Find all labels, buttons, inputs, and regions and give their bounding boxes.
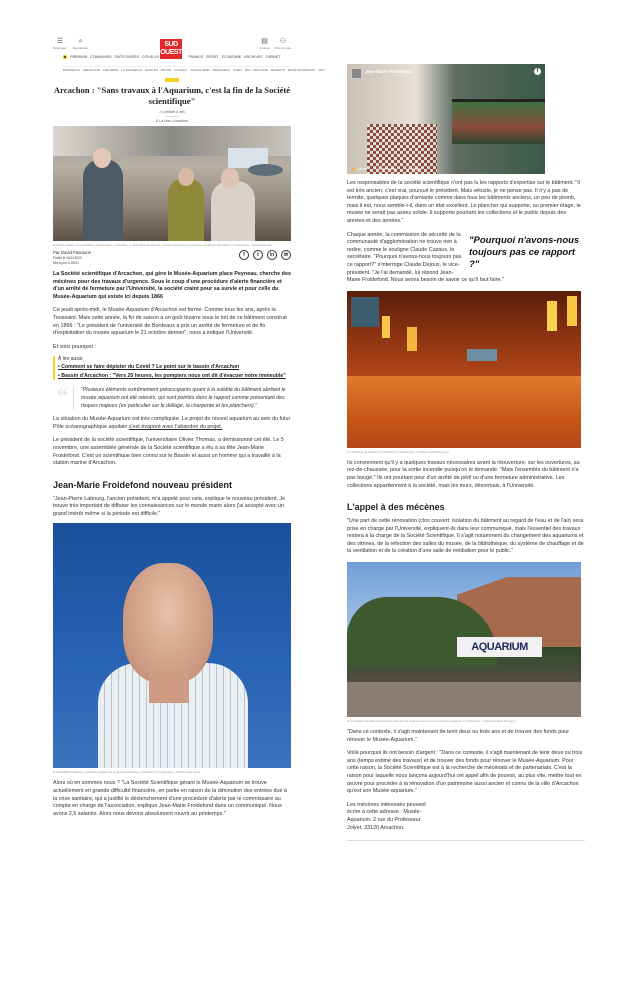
paragraph: Et voici pourquoi : <box>53 343 96 350</box>
article-lead: La Société scientifique d'Arcachon, qui gère le Musée-Aquarium place Peyneau, cherche des mécènes pour des travaux d'urgence. Sous le coup d'une procédure d'alerte financière et d'un arrêté de fermeture par l'Université, la société craint pour sa survie et pour celle du Musée-Aquarium qui existe ici depuis 1866 <box>53 271 291 300</box>
paragraph: Les responsables de la société scientifique n'ont pas lu les rapports d'expertise sur le bâtiment. "Il est très ancien, c'est vrai, poursuit le président. Mais vétuste, je ne pense pas. Il n'y a pas de termite, quelques plaques d'amiante comme dans tous les bâtiments anciens, un peu de plomb, mais il est, nous semble-t-il, dans un état excellent. Le plancher qui supporte, au premier étage, le musée ne serait pas assez solide. Il supporte pourtant les collections et le public depuis des années et des années." <box>347 180 581 224</box>
nav-premium[interactable]: PREMIUM <box>70 55 88 59</box>
camera-icon: ◘ <box>347 719 350 724</box>
city-link[interactable]: ROYAN <box>160 68 172 72</box>
nav-faits-divers[interactable]: FAITS DIVERS <box>114 55 139 59</box>
photo-froidefond <box>53 523 291 768</box>
avatar[interactable] <box>351 68 362 79</box>
paragraph: "Jean-Pierre Labourg, l'ancien président, m'a appelé pour cela, explique le nouveau président. Je trouve très important de diffuser les connaissances sur le monde marin alors j'ai accepté avec un grand intérêt même si la période est difficile." <box>53 495 286 517</box>
menu-button[interactable]: ☰ Rubriques <box>53 38 67 50</box>
camera-icon: ◘ <box>53 770 56 775</box>
city-link[interactable]: DAX <box>318 68 325 72</box>
premium-icon: ■ <box>64 55 67 59</box>
published-date: Publié le 16/11/2020 <box>53 256 82 260</box>
city-link[interactable]: SAINTES <box>144 68 158 72</box>
camera-icon: ◘ <box>53 243 56 247</box>
blockquote: “ "Plusieurs éléments extrêmement préoccupants quant à la solidité du bâtiment abritant le musée aquarium ont été relevés, qui sont pointés dans le rapport comme présentant des risques majeurs (en particulier sur le dallage, la charpente et les planchers)." <box>57 383 286 409</box>
paragraph: "Dans ce contexte, il s'agit maintenant de tenir deux ou trois ans et de trouver des fonds pour rénover le Musée-Aquarium." <box>347 729 569 743</box>
facebook-embed[interactable]: Jean-Marie Froidefond Il y a 3 jours f 👍 J'aime ▪ Commenter ↪ Partager <box>347 64 545 174</box>
nav-covid[interactable]: COVID-19 <box>141 55 159 59</box>
city-link[interactable]: PÉRIGUEUX <box>212 68 231 72</box>
twitter-share-icon[interactable]: t <box>253 250 263 260</box>
photo-aquarium-facade <box>347 562 581 717</box>
paragraph: "Une part de cette rénovation (clos couvert: isolation du bâtiment au regard de l'eau et de l'air) sera prise en charge par l'Université, expliquent-ils dans leur communiqué, mais l'essentiel des travaux restera à la charge de la Société Scientifique. Il s'agit notamment du changement des aquariums et des vitrines, de la réfection des salles du musée, de la bibliothèque, du système de chauffage et de la ventilation et de la création d'une salle de médiation pour le public." <box>347 518 584 555</box>
camera-icon: ◘ <box>347 449 350 454</box>
nav-carnet[interactable]: CARNET <box>265 55 281 59</box>
facebook-icon[interactable]: f <box>534 68 541 75</box>
city-link[interactable]: COGNAC <box>174 68 188 72</box>
share-buttons <box>239 250 291 265</box>
newspaper-icon: ▤ <box>261 38 268 45</box>
photo-caption: ◘ Claude Cazaux, vice-président, Claude Dejoux, secrétaire, et Jean-Marie Froidefond, nouveau président de la société scientifique d'Arcachon © Crédit photo : David Patsouris <box>53 243 272 247</box>
fb-share-button[interactable]: ↪ Partager <box>403 167 422 171</box>
clock-icon: ◷ <box>159 110 164 114</box>
right-column <box>347 64 585 841</box>
article-meta <box>53 250 291 265</box>
photo-caption: ◘ À l'intérieur de l'aquarium d'Arcachon © Crédit photo : Archives Franck Perrogon <box>347 449 449 454</box>
article-title: Arcachon : "Sans travaux à l'Aquarium, c'est la fin de la Société scientifique" <box>53 85 291 106</box>
city-link[interactable]: BIARRITZ <box>271 68 285 72</box>
site-header <box>53 38 325 76</box>
pullquote-block <box>347 232 585 285</box>
city-link[interactable]: ANGOULÊME <box>190 68 210 72</box>
photo-caption: ◘ Jean-Marie Froidefond, nouveau président de la Société scientifique d'Arcachon © Crédit photo : Archives Sud Ouest <box>53 770 201 775</box>
read-also-heading: À lire aussi <box>58 356 83 363</box>
city-link[interactable]: MONT-DE-MARSAN <box>287 68 316 72</box>
photo-three-men <box>53 126 291 241</box>
inline-link-projet[interactable]: s'est évaporé avec l'abandon du projet. <box>128 423 223 430</box>
paragraph: Ils conviennent qu'il y a quelques travaux nécessaires avant la réouverture, sur les ouvertures, au rez-de-chaussée, pour la sortie incendie puisqu'on le demande. "Mais l'ensemble du bâtiment n'a pas bougé." Ils ont pourtant peur d'un arrêté de péril ou d'une fermeture administrative. Les collections appartiennent à la société, mais les murs, désormais, à l'Université. <box>347 459 580 489</box>
user-icon: ⚇ <box>279 38 286 45</box>
section-heading: L'appel à des mécènes <box>347 502 445 513</box>
updated-date: Mis à jour à 18h11 <box>53 260 79 265</box>
paragraph: Voilà pourquoi ils ont besoin d'argent : "Dans ce contexte, il s'agit maintenant de tenir deux ou trois ans (temps estimé des travaux) et de trouver des fonds pour rénover le Musée-Aquarium. Pour cette raison, la Société Scientifique est à la recherche de mécénats et de partenariats. C'est la raison pour laquelle nous lançons aujourd'hui cet appel afin de pouvoir, au plus vite, mettre tout en œuvre pour procéder à la rénovation d'un patrimoine aussi ancien et connu de la ville d'Arcachon qu'est son Musée-aquarium." <box>347 750 583 795</box>
city-link[interactable]: BAYONNE <box>253 68 269 72</box>
search-icon: ⌕ <box>78 38 83 45</box>
quote-mark-icon: “ <box>57 383 68 409</box>
account-button[interactable]: ⚇ Mon compte <box>274 38 291 50</box>
nav-sport[interactable]: SPORT <box>206 55 219 59</box>
breadcrumb[interactable]: À La Une • Arcachon <box>155 119 189 123</box>
section-heading: Jean-Marie Froidefond nouveau président <box>53 479 233 490</box>
nav-france[interactable]: FRANCE <box>188 55 204 59</box>
city-link[interactable]: AGEN <box>233 68 242 72</box>
pullquote: "Pourquoi n'avons-nous toujours pas ce rapport ?" <box>469 234 580 270</box>
like-button[interactable]: 👍 J'aime <box>351 167 367 171</box>
paragraph: Alors où en sommes nous ? "La Société Scientifique gérant le Musée-Aquarium se trouve actuellement en grande difficulté financière, en partie en raison de la diminution des entrées due à la crise sanitaire, qui a justifié le déclenchement d'une procédure d'alerte par le commissaire au compte en charge de l'association, explique Jean-Marie Froidefond dans un communiqué. Nous avons 2,5 salariés. Alors nous devons absolument rouvrir au printemps." <box>53 780 287 817</box>
city-nav <box>63 66 325 72</box>
main-nav <box>63 55 291 59</box>
journal-button[interactable]: ▤ Journal <box>259 38 270 50</box>
read-also-box <box>53 356 291 380</box>
hamburger-icon: ☰ <box>56 38 63 45</box>
photo-caption: ◘ La Société scientifique d'Arcachon cherche des mécènes pour rénover le Musée-Aquarium © Crédit photo : Archives Franck Perrogon <box>347 719 516 724</box>
paragraph: Ce jeudi après-midi, le Musée-Aquarium d'Arcachon est fermé. Comme tous les ans, après la Toussaint. Mais cette année, la fin de saison a un goût bizarre sous le toit de ce bâtiment construit en 1866 : "Le président de l'université de Bordeaux a pris un arrêté de fermeture et de fin d'exploitation du musée aquarium le 21 octobre dernier", nous a indiqué l'Université. <box>53 307 287 337</box>
author[interactable]: Par David Patsouris <box>53 250 91 255</box>
comment-button[interactable]: ▪ Commenter <box>374 167 396 171</box>
paragraph: Le président de la société scientifique, l'universitaire Olivier Thomas, a démissionné cet été. Le 5 novembre, une assemblée générale de la Société scientifique a élu à sa tête Jean-Marie Froidefond. C'est un scientifique bien connu sur le Bassin et aussi un homme qui a travaillé à la station marine d'Arcachon. <box>53 437 284 467</box>
related-link-covid[interactable]: • Comment se faire dépister du Covid ? Le point sur le bassin d'Arcachon <box>58 364 240 371</box>
divider <box>347 840 585 841</box>
premium-badge <box>165 78 179 82</box>
city-link[interactable]: BORDEAUX <box>63 68 80 72</box>
site-logo[interactable]: SUD OUEST <box>160 39 182 59</box>
email-share-icon[interactable]: ✉ <box>281 250 291 260</box>
city-link[interactable]: ARCACHON <box>82 68 101 72</box>
related-link-pompiers[interactable]: • Bassin d'Arcachon : "Vers 20 heures, les pompiers nous ont dit d'évacuer notre immeuble" <box>58 373 286 380</box>
nav-communes[interactable]: COMMUNES <box>90 55 112 59</box>
city-link[interactable]: PAU <box>244 68 251 72</box>
search-button[interactable]: ⌕ Rechercher <box>72 38 89 50</box>
nav-archives[interactable]: ARCHIVES <box>244 55 263 59</box>
aquarium-sign: AQUARIUM <box>457 637 542 657</box>
facebook-share-icon[interactable]: f <box>239 250 249 260</box>
post-author[interactable]: Jean-Marie Froidefond <box>365 69 412 74</box>
city-link[interactable]: LA ROCHELLE <box>121 68 142 72</box>
linkedin-share-icon[interactable]: in <box>267 250 277 260</box>
nav-economie[interactable]: ÉCONOMIE <box>221 55 242 59</box>
left-column <box>53 38 325 818</box>
address-paragraph: Les mécènes intéressés peuvent écrire à cette adresse : Musée-Aquarium, 2 rue du Professeur Jolyet, 33120 Arcachon. <box>347 801 426 831</box>
photo-aquarium-interior <box>347 291 581 448</box>
paragraph: Chaque année, la commission de sécurité de la communauté d'agglomération ne trouve rien à redire, comme le souligne Claude Cazaux, le secrétaire. "Pourquoi n'avons-nous toujours pas ce rapport?" s'interroge Claude Dejoux, le vice-président. "Je l'ai demandé, lui répond Jean-Marie Froidefond. Nous avons besoin de savoir ce qu'il faut faire." <box>347 231 504 284</box>
city-link[interactable]: LIBOURNE <box>103 68 119 72</box>
paragraph: La situation du Musée-Aquarium est très compliquée. Le projet de nouvel aquarium au sein du futur Pôle océanographique aquitain s'est évaporé avec l'abandon du projet. <box>53 416 291 430</box>
listen-button[interactable]: ◷ Lecture 4 min <box>53 110 291 117</box>
